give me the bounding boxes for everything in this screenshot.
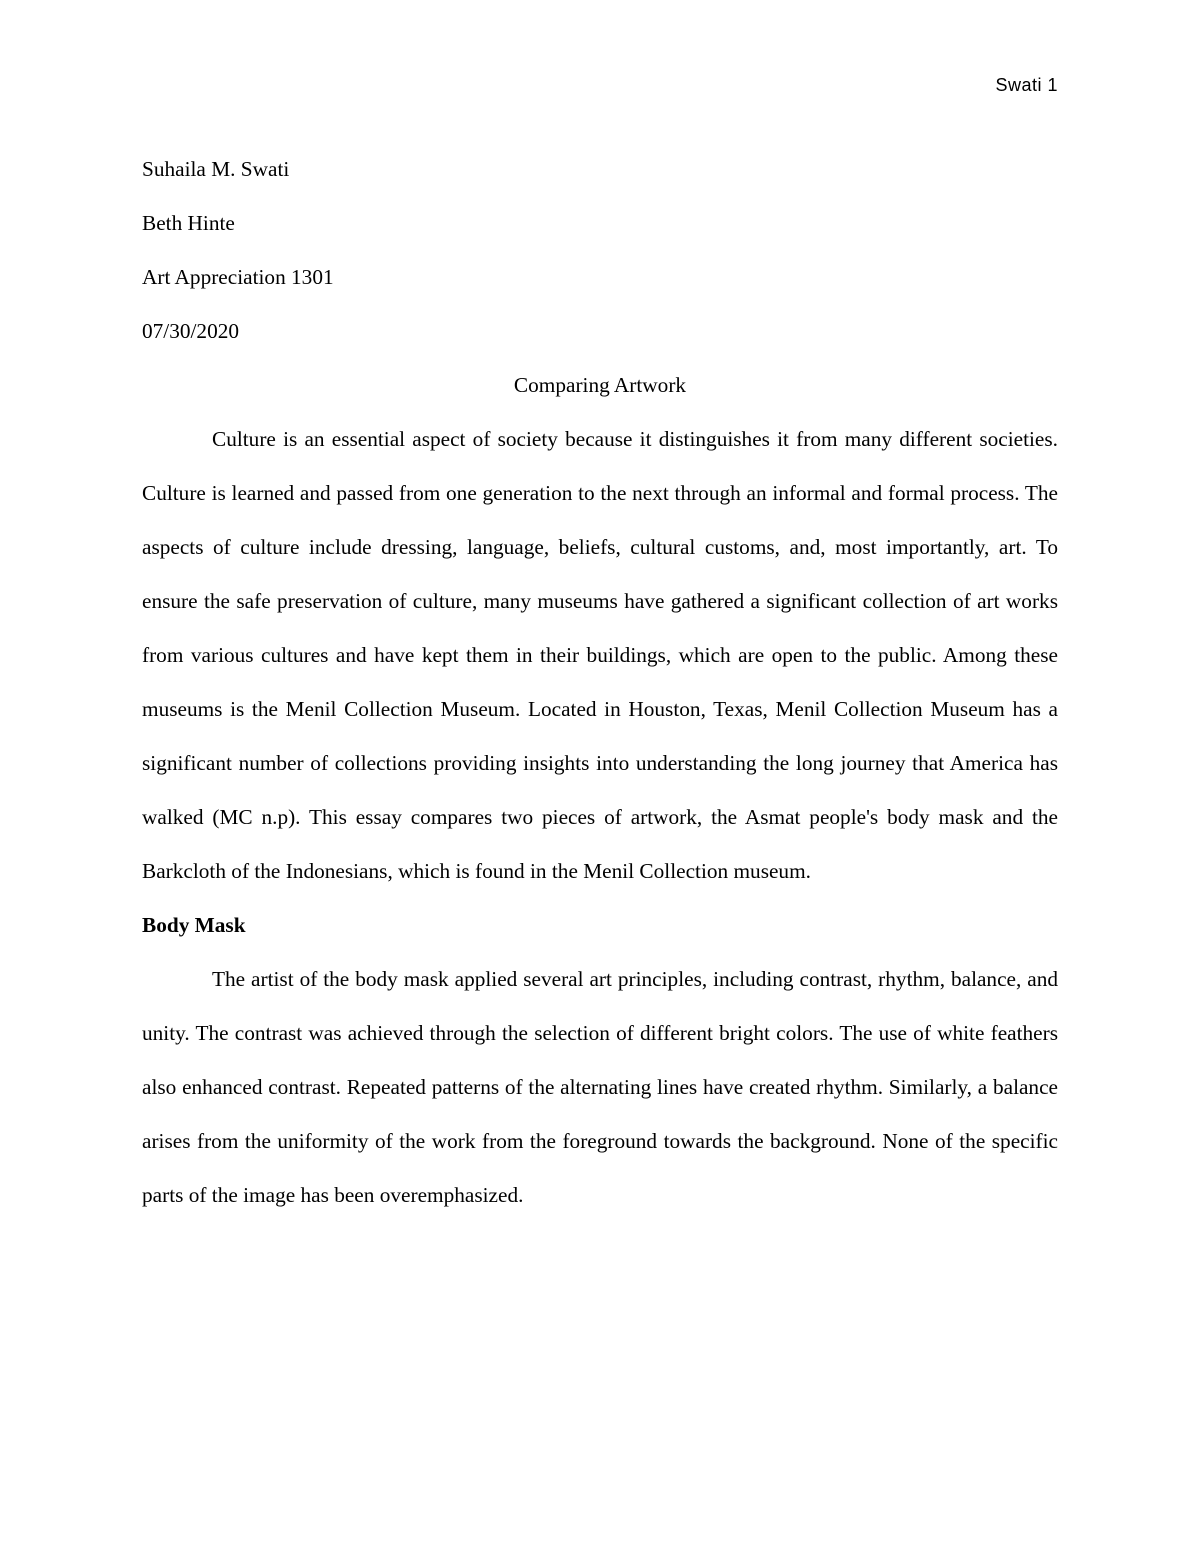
document-body — [142, 142, 1058, 1222]
date: 07/30/2020 — [142, 319, 240, 343]
section-heading: Body Mask — [142, 913, 246, 937]
instructor-name: Beth Hinte — [142, 211, 235, 235]
author-name: Suhaila M. Swati — [142, 157, 290, 181]
body-mask-paragraph: The artist of the body mask applied several art principles, including contrast, rhythm, balance, and unity. The contrast was achieved through the selection of different bright colors. The use of white feathers also enhanced contrast. Repeated patterns of the alternating lines have created rhythm. Similarly, a balance arises from the uniformity of the work from the foreground towards the background. None of the specific parts of the image has been overemphasized. — [142, 967, 1058, 1207]
essay-title: Comparing Artwork — [513, 373, 687, 397]
intro-paragraph: Culture is an essential aspect of society because it distinguishes it from many different societies. Culture is learned and passed from one generation to the next through an informal and formal process. The aspects of culture include dressing, language, beliefs, cultural customs, and, most importantly, art. To ensure the safe preservation of culture, many museums have gathered a significant collection of art works from various cultures and have kept them in their buildings, which are open to the public. Among these museums is the Menil Collection Museum. Located in Houston, Texas, Menil Collection Museum has a significant number of collections providing insights into understanding the long journey that America has walked (MC n.p). This essay compares two pieces of artwork, the Asmat people's body mask and the Barkcloth of the Indonesians, which is found in the Menil Collection museum. — [142, 427, 1058, 883]
course-name: Art Appreciation 1301 — [142, 265, 334, 289]
running-head: Swati 1 — [995, 75, 1058, 95]
